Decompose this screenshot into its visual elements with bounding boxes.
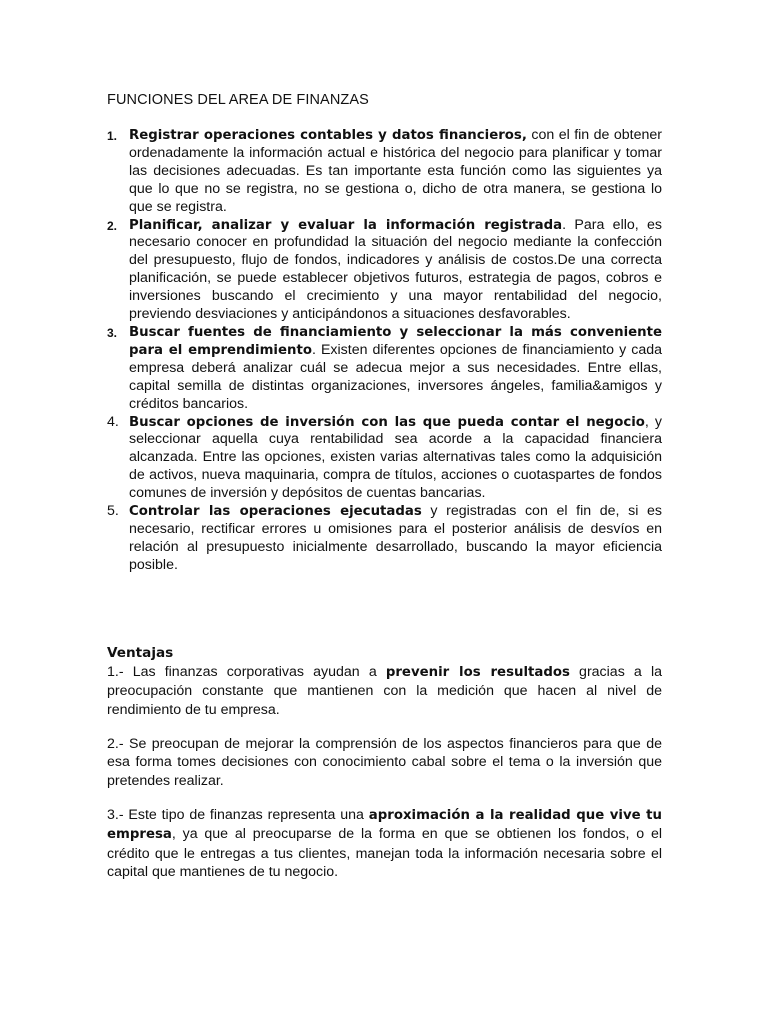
paragraph-text: 2.- Se preocupan de mejorar la comprensión de los aspectos financieros para que de esa forma tomes decisiones con conocimiento cabal sobre el tema o la inversión que pretendes realizar. [107, 736, 662, 789]
functions-list [107, 127, 662, 575]
list-item-highlight: Planificar, analizar y evaluar la información registrada [129, 217, 563, 233]
list-item-number: 5. [107, 503, 119, 520]
list-item-number: 4. [107, 413, 119, 430]
list-item-text: y registradas con el fin de, si es necesario, rectificar errores u omisiones para el posterior análisis de desvíos en relación al presupuesto inicialmente desarrollado, buscando la mayor eficiencia posible. [129, 503, 663, 573]
list-item [107, 217, 662, 324]
list-item-number: 3. [107, 325, 118, 340]
list-item-highlight: Buscar fuentes de financiamiento y seleccionar la más conveniente para el emprendimiento [129, 324, 662, 358]
list-item-text: . Existen diferentes opciones de financiamiento y cada empresa deberá analizar cuál se adecua mejor a sus necesidades. Entre ellas, capital semilla de distintas organizaciones, inversores ángeles, familia&amigos y créditos bancarios. [129, 341, 662, 412]
list-item-text: . Para ello, es necesario conocer en profundidad la situación del negocio mediante la confección del presupuesto, flujo de fondos, indicadores y análisis de costos.De una correcta planificación, se puede establecer objetivos futuros, estrategia de pagos, cobros e inversiones buscando el crecimiento y una mayor rentabilidad del negocio, previendo desviaciones y anticipándonos a situaciones desfavorables. [129, 216, 662, 323]
list-item [107, 414, 662, 504]
ventaja-paragraph [107, 663, 662, 719]
paragraph-text: 1.- Las finanzas corporativas ayudan a [107, 664, 386, 680]
list-item-highlight: Buscar opciones de inversión con las que pueda contar el negocio [129, 414, 645, 430]
list-item-text: , y seleccionar aquella cuya rentabilidad sea acorde a la capacidad financiera alcanzada. Entre las opciones, existen varias alternativas tales como la adquisición de activos, nueva maquinaria, compra de títulos, acciones o cuotaspartes de fondos comunes de inversión y depósitos de cuentas bancarias. [129, 413, 662, 502]
paragraph-text: gracias a la preocupación constante que mantienen con la medición que hacen al nivel de rendimiento de tu empresa. [107, 664, 663, 718]
document-title: FUNCIONES DEL AREA DE FINANZAS [107, 92, 369, 108]
ventaja-paragraph [107, 735, 662, 791]
list-item [107, 127, 662, 217]
paragraph-text: 3.- Este tipo de finanzas representa una [107, 807, 369, 823]
paragraph-text: , ya que al preocuparse de la forma en que se obtienen los fondos, o el crédito que le entregas a tus clientes, manejan toda la información necesaria sobre el capital que mantienes de tu negocio. [107, 826, 662, 880]
paragraph-highlight: prevenir los resultados [385, 665, 570, 680]
list-item-number: 1. [107, 129, 118, 143]
ventaja-paragraph [107, 806, 662, 881]
list-item-highlight: Controlar las operaciones ejecutadas [129, 504, 422, 520]
list-item-highlight: Registrar operaciones contables y datos financieros, [129, 128, 527, 143]
list-item [107, 503, 662, 575]
list-item [107, 324, 662, 414]
list-item-number: 2. [107, 218, 118, 233]
paragraph-highlight: aproximación a la realidad que vive tu empresa [107, 808, 662, 843]
list-item-text: con el fin de obtener ordenadamente la información actual e histórica del negocio para planificar y tomar las decisiones adecuadas. Es tan importante esta función como las siguientes ya que lo que no se registra, no se gestiona o, dicho de otra manera, se gestiona lo que se registra. [129, 127, 663, 215]
ventajas-heading: Ventajas [107, 645, 174, 661]
